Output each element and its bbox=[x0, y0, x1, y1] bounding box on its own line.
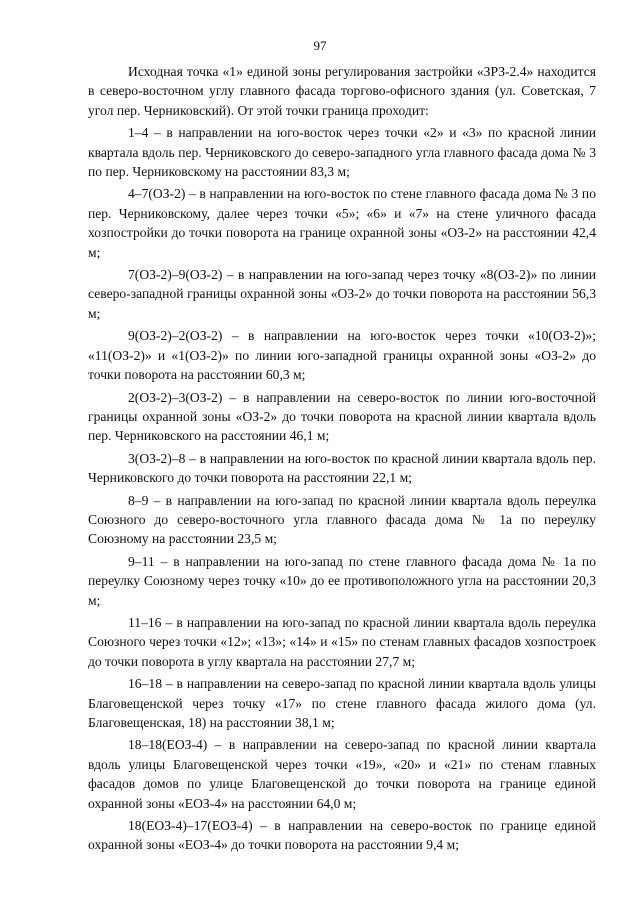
paragraph: 7(ОЗ-2)–9(ОЗ-2) – в направлении на юго-запад через точку «8(ОЗ-2)» по линии северо-западной границы охранной зоны «ОЗ-2» до точки поворота на расстоянии 56,3 м; bbox=[88, 267, 596, 321]
paragraph: 16–18 – в направлении на северо-запад по красной линии квартала вдоль улицы Благовещенской через точку «17» по стене главного фасада жилого дома (ул. Благовещенская, 18) на расстоянии 38,1 м; bbox=[88, 676, 596, 730]
paragraph: 18(ЕОЗ-4)–17(ЕОЗ-4) – в направлении на северо-восток по границе единой охранной зоны «ЕОЗ-4» до точки поворота на расстоянии 9,4 м; bbox=[88, 818, 596, 853]
paragraph: 4–7(ОЗ-2) – в направлении на юго-восток по стене главного фасада дома № 3 по пер. Черниковскому, далее через точки «5»; «6» и «7» на стене уличного фасада хозпостройки до точки поворота на границе охранной зоны «ОЗ-2» на расстоянии 42,4 м; bbox=[88, 186, 596, 260]
paragraph: 18–18(ЕОЗ-4) – в направлении на северо-запад по красной линии квартала вдоль улицы Благовещенской через точки «19», «20» и «21» по стенам главных фасадов домов по улице Благовещенской до точки поворота на границе единой охранной зоны «ЕОЗ-4» на расстоянии 64,0 м; bbox=[88, 737, 596, 811]
page-number: 97 bbox=[313, 38, 327, 53]
paragraph: 9(ОЗ-2)–2(ОЗ-2) – в направлении на юго-восток через точки «10(ОЗ-2)»; «11(ОЗ-2)» и «1(ОЗ-2)» по линии юго-западной границы охранной зоны «ОЗ-2» до точки поворота на расстоянии 60,3 м; bbox=[88, 328, 596, 383]
paragraph: 1–4 – в направлении на юго-восток через точки «2» и «3» по красной линии квартала вдоль пер. Черниковского до северо-западного угла главного фасада дома № 3 по пер. Черниковскому на расстоянии 83,3 м; bbox=[88, 125, 596, 180]
paragraph: 3(ОЗ-2)–8 – в направлении на юго-восток по красной линии квартала вдоль пер. Черниковского до точки поворота на расстоянии 22,1 м; bbox=[88, 450, 596, 486]
paragraph: Исходная точка «1» единой зоны регулирования застройки «ЗРЗ-2.4» находится в северо-восточном углу главного фасада торгово-офисного здания (ул. Советская, 7 угол пер. Черниковский). От этой точки граница проходит: bbox=[88, 64, 596, 118]
paragraph: 8–9 – в направлении на юго-запад по красной линии квартала вдоль переулка Союзного до северо-восточного угла главного фасада дома № 1а по переулку Союзному на расстоянии 23,5 м; bbox=[88, 492, 596, 547]
paragraph: 11–16 – в направлении на юго-запад по красной линии квартала вдоль переулка Союзного через точки «12»; «13»; «14» и «15» по стенам главных фасадов хозпостроек до точки поворота в углу квартала на расстоянии 27,7 м; bbox=[88, 614, 596, 669]
document-body bbox=[88, 62, 596, 858]
paragraph: 9–11 – в направлении на юго-запад по стене главного фасада дома № 1а по переулку Союзному через точку «10» до ее противоположного угла на расстоянии 20,3 м; bbox=[88, 553, 596, 608]
paragraph: 2(ОЗ-2)–3(ОЗ-2) – в направлении на северо-восток по линии юго-восточной границы охранной зоны «ОЗ-2» до точки поворота на красной линии квартала вдоль пер. Черниковского на расстоянии 46,1 м; bbox=[88, 389, 596, 444]
